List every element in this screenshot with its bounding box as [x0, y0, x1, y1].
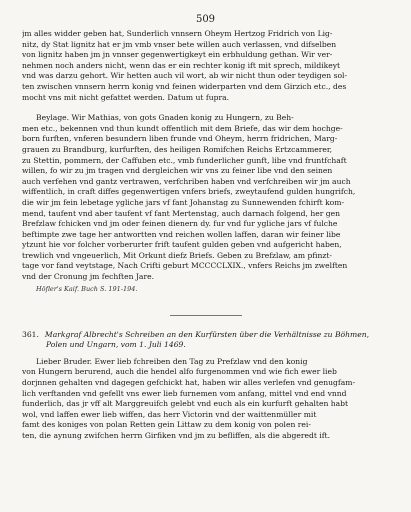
text-line: grauen zu Brandburg, kurfurften, des heiligen Romifchen Reichs Ertzcammerer,: [22, 144, 333, 154]
document-title-line: Polen und Ungarn, vom 1. Juli 1469.: [46, 340, 186, 350]
text-line: men etc., bekennen vnd thun kundt offentlich mit dem Briefe, das wir dem hochge-: [22, 123, 343, 133]
text-line: vnd der Cronung jm fechften Jare.: [22, 272, 155, 282]
text-line: famt des koniges von polan Retten gein Littaw zu dem konig von polen rei-: [22, 420, 311, 430]
document-heading: [22, 330, 389, 351]
text-line: von Hungern berurend, auch die hendel alfo furgenommen vnd wie fich ewer lieb: [22, 367, 337, 377]
text-line: jm alles widder geben hat, Sunderlich vnnsern Oheym Hertzog Fridrich von Lig-: [22, 29, 333, 38]
text-line: nitz, dy Stat lignitz hat er jm vmb vnser bete willen auch verlassen, vnd difselben: [22, 39, 337, 49]
text-line: wiffentlich, in craft diffes gegenwertigen vnfers briefs, zweytaufend gulden hungrifch,: [22, 187, 356, 197]
text-line: auch verfehen vnd gantz vertrawen, verfchriben haben vnd verfchreiben wir jm auch: [22, 176, 351, 186]
text-line: mend, taufent vnd aber taufent vf fant Mertenstag, auch darnach folgend, her gen: [22, 208, 341, 218]
text-line: lich verftanden vnd gefellt vns ewer lieb furnemen vom anfang, mittel vnd end vnnd: [22, 388, 347, 398]
text-line: wol, vnd laffen ewer lieb wiffen, das herr Victorin vnd der waittenmüller mit: [22, 409, 317, 419]
letter-body-paragraph: [22, 357, 389, 442]
source-citation: Höfler's Kaif. Buch S. 191-194.: [36, 284, 138, 293]
text-line: Brefzlaw fchicken vnd jm oder feinen dienern dy. fur vnd fur ygliche jars vf fulche: [22, 219, 338, 229]
text-line: tage vor fand veytstage, Nach Crifti geburt MCCCCLXIX., vnfers Reichs jm zwelften: [22, 261, 348, 271]
text-line: Lieber Bruder. Ewer lieb fchreiben den Tag zu Prefzlaw vnd den konig: [36, 356, 308, 366]
text-line: funderlich, das jr vff alt Marggreuifch gelebt vnd euch als ein kurfurft gehalten habt: [22, 399, 349, 409]
text-line: born furften, vnferen besundern liben frunde vnd Oheym, herrn fridrichen, Marg-: [22, 134, 338, 144]
page-number: 509: [195, 14, 216, 25]
text-line: zu Stettin, pommern, der Caffuben etc., vmb funderlicher gunft, libe vnd fruntfchaft: [22, 155, 347, 165]
text-line: ten, die aynung zwifchen herrn Girfiken vnd jm zu befliffen, als die abgeredt ift.: [22, 431, 330, 440]
document-number: 361.: [22, 329, 39, 339]
text-line: dorjnnen gehalten vnd dagegen gefchickt hat, haben wir alles verlefen vnd genugfam-: [22, 378, 356, 388]
section-divider: [170, 315, 242, 316]
text-line: trewlich vnd vngeuerlich, Mit Orkunt diefz Briefs. Geben zu Brefzlaw, am pfinzt-: [22, 250, 332, 260]
text-line: nehmen noch anders nicht, wenn das er ein rechter konig ift mit sprech, mildikeyt: [22, 60, 341, 70]
text-line: ten zwischen vnnsern herrn konig vnd feinen widerparten vnd dem Girzich etc., des: [22, 81, 347, 91]
letter-closing-paragraph: [22, 29, 389, 103]
text-line: von lignitz haben jm jn vnnser gegenwertigkeyt ein erbhuldung gethan. Wir ver-: [22, 50, 333, 60]
text-line: beftimpte zwe tage her antwortten vnd reichen wollen laffen, daran wir feiner libe: [22, 229, 341, 239]
text-line: ytzunt hie vor folcher vorberurter frift taufent gulden geben vnd aufgericht haben,: [22, 240, 342, 250]
text-line: die wir jm fein lebetage ygliche jars vf fant Johanstag zu Sunnewenden fchirft kom-: [22, 197, 345, 207]
document-title-line: Markgraf Albrecht's Schreiben an den Kurfürsten über die Verhältnisse zu Böhmen,: [44, 329, 370, 339]
text-line: vnd was darzu gehort. Wir hetten auch vil wort, ab wir nicht thun oder teydigen sol-: [22, 71, 348, 81]
text-line: Beylage. Wir Mathias, von gots Gnaden konig zu Hungern, zu Beh-: [36, 113, 294, 123]
text-line: willen, fo wir zu jm tragen vnd dergleichen wir vns zu feiner libe vnd den seinen: [22, 166, 333, 176]
text-line: mocht vns mit nicht gefattet werden. Datum ut fupra.: [22, 92, 230, 102]
beylage-paragraph: [22, 113, 389, 283]
